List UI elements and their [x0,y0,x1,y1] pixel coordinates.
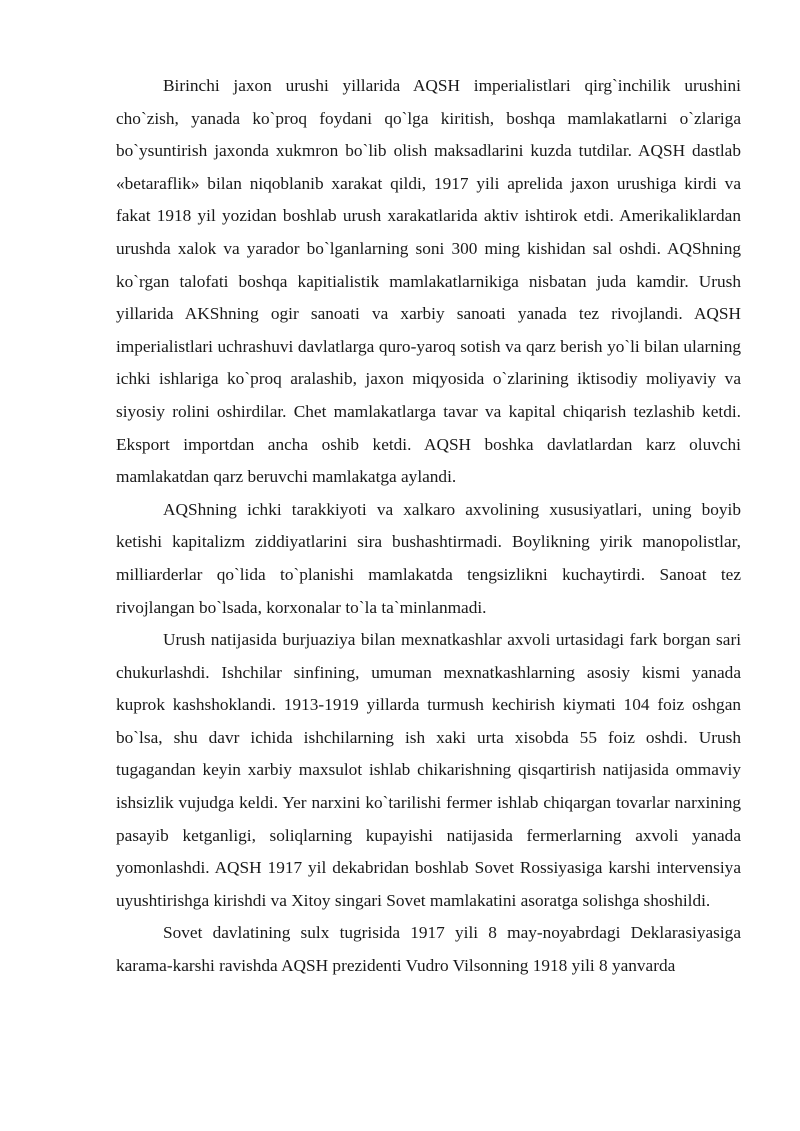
paragraph: AQShning ichki tarakkiyoti va xalkaro axvolining xususiyatlari, uning boyib ketishi kapitalizm ziddiyatlarini sira bushashtirmadi. Boylikning yirik manopolistlar, milliarderlar qo`lida to`planishi mamlakatda tengsizlikni kuchaytirdi. Sanoat tez rivojlangan bo`lsada, korxonalar to`la ta`minlanmadi. [116,499,741,617]
paragraph: Sovet davlatining sulx tugrisida 1917 yili 8 may-noyabrdagi Deklarasiyasiga karama-karshi ravishda AQSH prezidenti Vudro Vilsonning 1918 yili 8 yanvarda [116,923,741,976]
paragraph: Urush natijasida burjuaziya bilan mexnatkashlar axvoli urtasidagi fark borgan sari chukurlashdi. Ishchilar sinfining, umuman mexnatkashlarning asosiy kismi yanada kuprok kashshoklandi. 1913-1919 yillarda turmush kechirish kiymati 104 foiz oshgan bo`lsa, shu davr ichida ishchilarning ish xaki urta xisobda 55 foiz oshdi. Urush tugagandan keyin xarbiy maxsulot ishlab chikarishning qisqartirish natijasida ommaviy ishsizlik vujudga keldi. Yer narxini ko`tarilishi fermer ishlab chiqargan tovarlar narxining pasayib ketganligi, soliqlarning kupayishi natijasida fermerlarning axvoli yanada yomonlashdi. AQSH 1917 yil dekabridan boshlab Sovet Rossiyasiga karshi intervensiya uyushtirishga kirishdi va Xitoy singari Sovet mamlakatini asoratga solishga shoshildi. [116,630,741,910]
paragraph: Birinchi jaxon urushi yillarida AQSH imperialistlari qirg`inchilik urushini cho`zish, yanada ko`proq foydani qo`lga kiritish, boshqa mamlakatlarni o`zlariga bo`ysuntirish jaxonda xukmron bo`lib olish maksadlarini kuzda tutdilar. AQSH dastlab «betaraflik» bilan niqoblanib xarakat qildi, 1917 yili aprelida jaxon urushiga kirdi va fakat 1918 yil yozidan boshlab urush xarakatlarida aktiv ishtirok etdi. Amerikaliklardan urushda xalok va yarador bo`lganlarning soni 300 ming kishidan sal oshdi. AQShning ko`rgan talofati boshqa kapitialistik mamlakatlarnikiga nisbatan juda kamdir. Urush yillarida AKShning ogir sanoati va xarbiy sanoati yanada tez rivojlandi. AQSH imperialistlari uchrashuvi davlatlarga quro-yaroq sotish va qarz berish yo`li bilan ularning ichki ishlariga ko`proq aralashib, jaxon miqyosida o`zlarining iktisodiy moliyaviy va siyosiy rolini oshirdilar. Chet mamlakatlarga tavar va kapital chiqarish tezlashib ketdi. Eksport importdan ancha oshib ketdi. AQSH boshka davlatlardan karz oluvchi mamlakatdan qarz beruvchi mamlakatga aylandi. [116,76,741,487]
document-body [116,70,741,983]
